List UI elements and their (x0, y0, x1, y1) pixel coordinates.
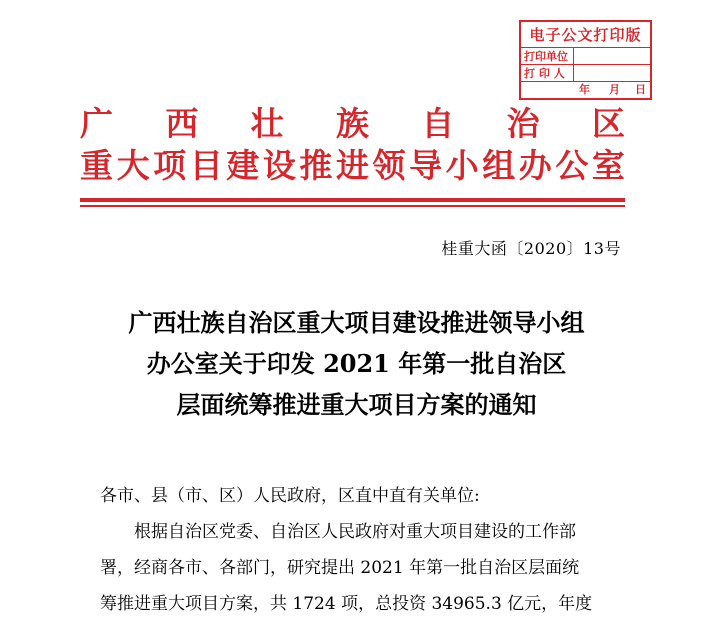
stamp-print-unit-row (521, 48, 650, 65)
masthead-char: 自 (421, 104, 455, 143)
stamp-date-row (521, 82, 650, 98)
masthead-char: 进 (335, 146, 369, 185)
document-number: 桂重大函〔2020〕13号 (441, 239, 621, 258)
body-line-3: 筹推进重大项目方案，共 1724 项，总投资 34965.3 亿元，年度 (100, 594, 593, 614)
masthead-char: 项 (153, 146, 187, 185)
masthead-char: 区 (591, 104, 625, 143)
masthead-char: 西 (165, 104, 199, 143)
body-line-2: 署，经商各市、各部门，研究提出 2021 年第一批自治区层面统 (100, 558, 580, 578)
masthead-char: 设 (262, 146, 296, 185)
document-body (100, 478, 625, 622)
stamp-divider (573, 48, 574, 64)
salutation: 各市、县（市、区）人民政府，区直中直有关单位: (100, 486, 480, 506)
masthead-char: 族 (335, 104, 369, 143)
stamp-printer-row (521, 65, 650, 82)
red-divider-thick (80, 198, 625, 202)
document-title (0, 302, 713, 425)
masthead-char: 办 (518, 146, 552, 185)
masthead-char: 室 (591, 146, 625, 185)
masthead-line1 (80, 103, 625, 145)
masthead-char: 建 (226, 146, 260, 185)
title-line-2: 办公室关于印发 2021 年第一批自治区 (146, 349, 567, 378)
masthead-line2 (80, 145, 625, 187)
stamp-printer-label: 打 印 人 (524, 67, 565, 80)
masthead-char: 壮 (250, 104, 284, 143)
masthead-char: 重 (80, 146, 113, 185)
stamp-date-day: 日 (635, 83, 646, 96)
title-line-1: 广西壮族自治区重大项目建设推进领导小组 (128, 308, 585, 337)
stamp-date-year: 年 (579, 83, 590, 96)
stamp-divider (573, 65, 574, 81)
masthead-char: 组 (482, 146, 516, 185)
masthead-char: 推 (299, 146, 333, 185)
body-line-1: 根据自治区党委、自治区人民政府对重大项目建设的工作部 (134, 522, 576, 542)
stamp-date-month: 月 (609, 83, 620, 96)
masthead-char: 小 (445, 146, 479, 185)
stamp-title: 电子公文打印版 (521, 22, 650, 48)
masthead-char: 公 (555, 146, 589, 185)
masthead-char: 导 (409, 146, 443, 185)
title-line-3: 层面统筹推进重大项目方案的通知 (176, 390, 537, 419)
masthead-char: 广 (80, 104, 113, 143)
masthead-char: 目 (189, 146, 223, 185)
print-stamp (519, 20, 652, 100)
masthead-char: 大 (116, 146, 150, 185)
stamp-print-unit-label: 打印单位 (524, 50, 568, 63)
masthead-char: 领 (372, 146, 406, 185)
red-divider-thin (80, 205, 625, 207)
masthead-char: 治 (506, 104, 540, 143)
